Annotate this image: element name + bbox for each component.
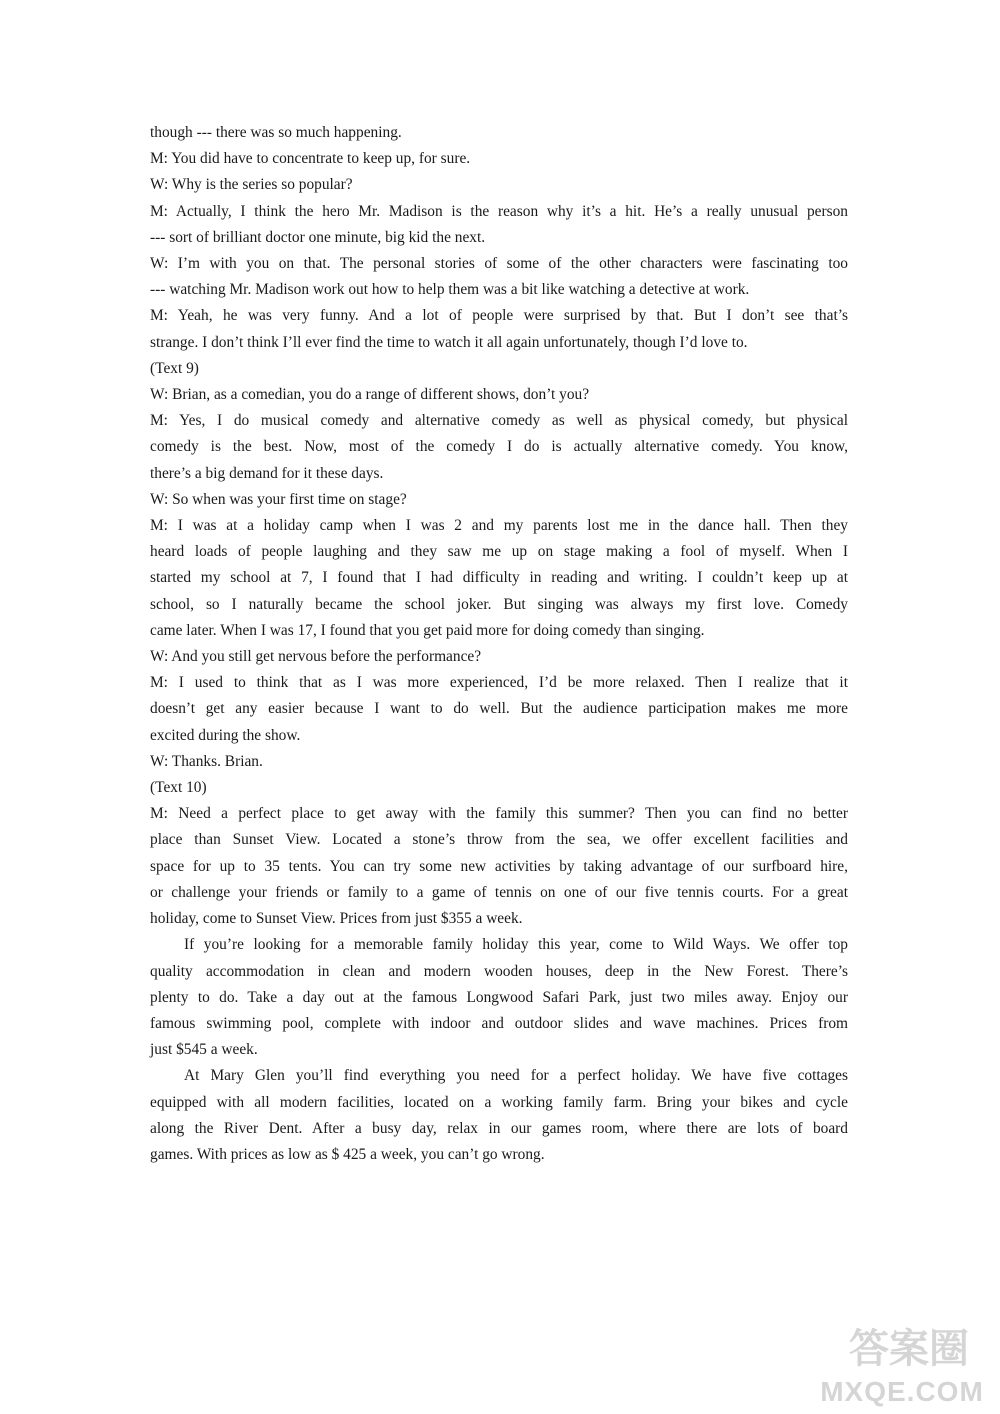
text-line: came later. When I was 17, I found that you get paid more for doing comedy than singing. <box>150 621 705 639</box>
paragraph <box>150 146 848 172</box>
paragraph <box>150 251 848 303</box>
text-line: W: So when was your first time on stage? <box>150 490 407 508</box>
paragraph <box>150 172 848 198</box>
text-line: along the River Dent. After a busy day, relax in our games room, where there are lots of board <box>150 1119 848 1137</box>
text-line: M: I used to think that as I was more experienced, I’d be more relaxed. Then I realize that it <box>150 674 848 692</box>
text-line: M: You did have to concentrate to keep up, for sure. <box>150 150 471 168</box>
paragraph <box>150 670 848 749</box>
text-line: plenty to do. Take a day out at the famous Longwood Safari Park, just two miles away. Enjoy our <box>150 988 848 1006</box>
text-line: famous swimming pool, complete with indoor and outdoor slides and wave machines. Prices from <box>150 1014 848 1032</box>
text-line: --- sort of brilliant doctor one minute, big kid the next. <box>150 228 486 246</box>
text-line: started my school at 7, I found that I had difficulty in reading and writing. I couldn’t keep up at <box>150 569 848 587</box>
paragraph <box>150 408 848 487</box>
watermark <box>812 1322 992 1408</box>
text-line: just $545 a week. <box>150 1041 258 1059</box>
document-page <box>150 120 848 1168</box>
text-line: W: Why is the series so popular? <box>150 176 353 194</box>
text-line: W: Brian, as a comedian, you do a range of different shows, don’t you? <box>150 386 590 404</box>
text-line: M: Yes, I do musical comedy and alternative comedy as well as physical comedy, but physical <box>150 412 848 430</box>
text-line: strange. I don’t think I’ll ever find the time to watch it all again unfortunately, though I’d love to. <box>150 333 748 351</box>
paragraph <box>150 303 848 355</box>
paragraph <box>150 120 848 146</box>
text-line: games. With prices as low as $ 425 a week, you can’t go wrong. <box>150 1145 545 1163</box>
paragraph <box>150 513 848 644</box>
paragraph <box>150 356 848 382</box>
text-line: (Text 10) <box>150 779 207 797</box>
paragraph <box>150 749 848 775</box>
text-line: comedy is the best. Now, most of the comedy I do is actually alternative comedy. You know, <box>150 438 848 456</box>
text-line: excited during the show. <box>150 726 301 744</box>
text-line: though --- there was so much happening. <box>150 124 402 141</box>
text-line: (Text 9) <box>150 359 199 377</box>
text-line: M: Actually, I think the hero Mr. Madison is the reason why it’s a hit. He’s a really unusual person <box>150 202 848 220</box>
text-line: school, so I naturally became the school joker. But singing was always my first love. Comedy <box>150 595 848 613</box>
text-line: equipped with all modern facilities, located on a working family farm. Bring your bikes and cycle <box>150 1093 848 1111</box>
watermark-site: MXQE.COM <box>820 1376 984 1407</box>
paragraph <box>150 382 848 408</box>
text-line: heard loads of people laughing and they saw me up on stage making a fool of myself. When I <box>150 543 848 561</box>
paragraph <box>150 801 848 932</box>
paragraph <box>150 1063 848 1168</box>
text-line: M: I was at a holiday camp when I was 2 and my parents lost me in the dance hall. Then they <box>150 517 848 535</box>
text-line: W: And you still get nervous before the performance? <box>150 648 482 666</box>
text-line: there’s a big demand for it these days. <box>150 464 384 482</box>
text-line: holiday, come to Sunset View. Prices from just $355 a week. <box>150 910 523 928</box>
text-line: or challenge your friends or family to a game of tennis on one of our five tennis courts. For a great <box>150 883 848 901</box>
text-line: M: Yeah, he was very funny. And a lot of people were surprised by that. But I don’t see that’s <box>150 307 848 325</box>
paragraph <box>150 199 848 251</box>
text-line: M: Need a perfect place to get away with the family this summer? Then you can find no better <box>150 805 848 823</box>
paragraph <box>150 932 848 1063</box>
text-line: W: Thanks. Brian. <box>150 752 263 770</box>
text-line: doesn’t get any easier because I want to do well. But the audience participation makes me more <box>150 700 848 718</box>
text-line: quality accommodation in clean and modern wooden houses, deep in the New Forest. There’s <box>150 962 848 980</box>
watermark-logo-text: 答案圈 <box>849 1326 969 1372</box>
text-line: W: I’m with you on that. The personal stories of some of the other characters were fascinating too <box>150 255 848 273</box>
text-line: If you’re looking for a memorable family holiday this year, come to Wild Ways. We offer top <box>184 936 848 954</box>
text-line: --- watching Mr. Madison work out how to help them was a bit like watching a detective at work. <box>150 281 750 299</box>
paragraph <box>150 487 848 513</box>
text-line: At Mary Glen you’ll find everything you need for a perfect holiday. We have five cottages <box>184 1067 848 1085</box>
paragraph <box>150 775 848 801</box>
text-line: space for up to 35 tents. You can try some new activities by taking advantage of our surfboard hire, <box>150 857 848 875</box>
text-line: place than Sunset View. Located a stone’s throw from the sea, we offer excellent facilities and <box>150 831 848 849</box>
paragraph <box>150 644 848 670</box>
watermark-logo-icon <box>834 1322 984 1372</box>
